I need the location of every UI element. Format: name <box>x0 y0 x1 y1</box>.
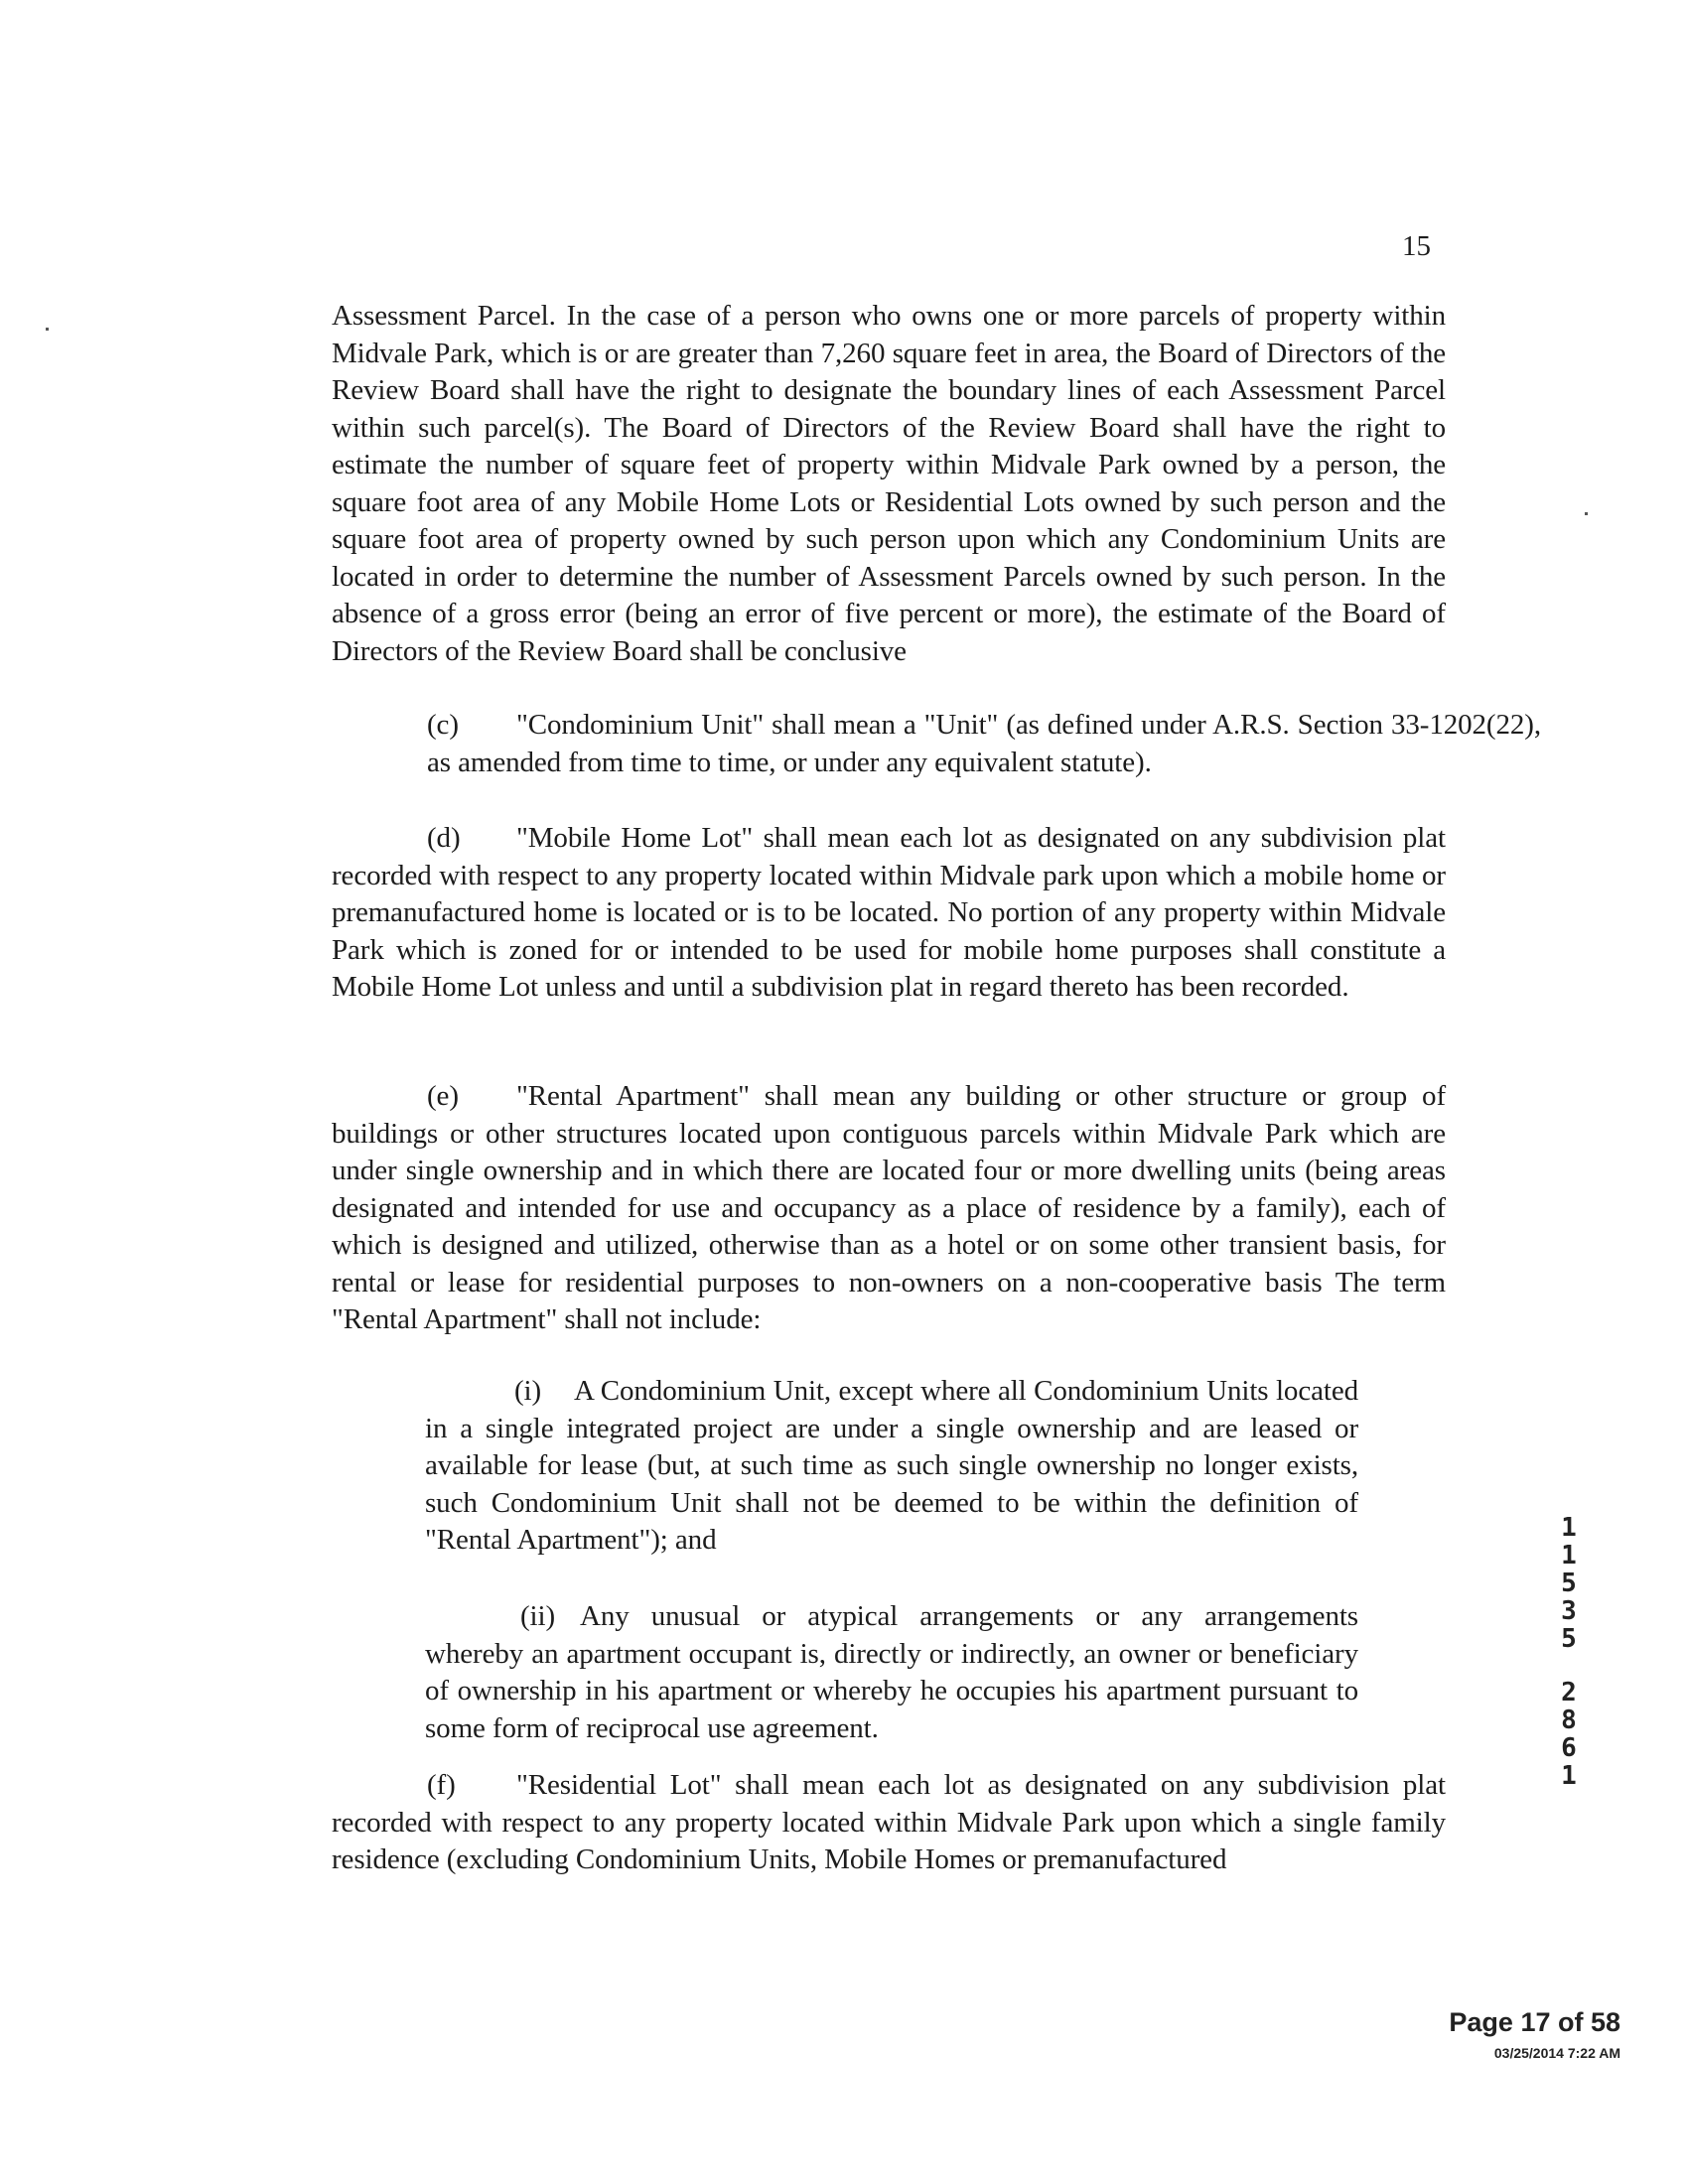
footer-page-count: Page 17 of 58 <box>1449 2007 1620 2037</box>
stamp-digit: 6 <box>1561 1733 1577 1763</box>
section-text-c: "Condominium Unit" shall mean a "Unit" (as defined under A.R.S. Section 33-1202(22), as amended from time to time, or under any equivalent statute). <box>427 709 1541 778</box>
section-label-c: (c) <box>427 709 459 741</box>
paragraph-d-mobile-home-lot <box>332 820 1446 1007</box>
section-text-d: "Mobile Home Lot" shall mean each lot as designated on any subdivision plat recorded with respect to any property located within Midvale park upon which a mobile home or premanufactured home is located or is to be located. No portion of any property within Midvale Park which is zoned for or intended to be used for mobile home purposes shall constitute a Mobile Home Lot unless and until a subdivision plat in regard thereto has been recorded. <box>332 822 1446 1003</box>
stamp-digit: 1 <box>1561 1761 1577 1791</box>
scan-speck <box>1585 512 1588 515</box>
stamp-digit: 3 <box>1561 1596 1577 1626</box>
scan-speck <box>46 328 49 331</box>
subparagraph-ii <box>425 1598 1358 1747</box>
section-label-d: (d) <box>427 822 461 854</box>
stamp-digit: 5 <box>1561 1569 1577 1598</box>
stamp-digit: 1 <box>1561 1541 1577 1570</box>
stamp-digit: 5 <box>1561 1624 1577 1654</box>
subsection-label-ii: (ii) <box>520 1600 556 1632</box>
section-label-e: (e) <box>427 1080 459 1112</box>
recording-number-stamp <box>1549 1514 1589 1790</box>
page-number: 15 <box>1402 230 1431 262</box>
section-text-e: "Rental Apartment" shall mean any building or other structure or group of buildings or other structures located upon contiguous parcels within Midvale Park which are under single ownership and in which there are located four or more dwelling units (being areas designated and intended for use and occupancy as a place of residence by a family), each of which is designed and utilized, otherwise than as a hotel or on some other transient basis, for rental or lease for residential purposes to non-owners on a non-cooperative basis The term "Rental Apartment" shall not include: <box>332 1080 1446 1335</box>
subsection-label-i: (i) <box>514 1375 542 1407</box>
section-text-f: "Residential Lot" shall mean each lot as designated on any subdivision plat recorded with respect to any property located within Midvale Park upon which a single family residence (excluding Condominium Units, Mobile Homes or premanufactured <box>332 1769 1446 1875</box>
paragraph-f-residential-lot <box>332 1767 1446 1879</box>
subsection-text-i: A Condominium Unit, except where all Condominium Units located in a single integrated project are under a single ownership and are leased or available for lease (but, at such time as such single ownership no longer exists, such Condominium Unit shall not be deemed to be within the definition of "Rental Apartment"); and <box>425 1375 1358 1556</box>
section-label-f: (f) <box>427 1769 456 1801</box>
paragraph-e-rental-apartment <box>332 1078 1446 1339</box>
subparagraph-i <box>425 1373 1358 1560</box>
stamp-digit: 8 <box>1561 1706 1577 1735</box>
stamp-digit: 1 <box>1561 1513 1577 1543</box>
stamp-digit: 2 <box>1561 1678 1577 1707</box>
subsection-text-ii: Any unusual or atypical arrangements or any arrangements whereby an apartment occupant is, directly or indirectly, an owner or beneficiary of ownership in his apartment or whereby he occupies his apartment pursuant to some form of reciprocal use agreement. <box>425 1600 1358 1744</box>
footer-timestamp: 03/25/2014 7:22 AM <box>1493 2045 1620 2061</box>
paragraph-c-condominium-unit <box>332 707 1541 781</box>
paragraph-assessment-parcel: Assessment Parcel. In the case of a person who owns one or more parcels of property within Midvale Park, which is or are greater than 7,260 square feet in area, the Board of Directors of the Review Board shall have the right to designate the boundary lines of each Assessment Parcel within such parcel(s). The Board of Directors of the Review Board shall have the right to estimate the number of square feet of property within Midvale Park owned by a person, the square foot area of any Mobile Home Lots or Residential Lots owned by such person and the square foot area of property owned by such person upon which any Condominium Units are located in order to determine the number of Assessment Parcels owned by such person. In the absence of a gross error (being an error of five percent or more), the estimate of the Board of Directors of the Review Board shall be conclusive <box>332 300 1446 667</box>
